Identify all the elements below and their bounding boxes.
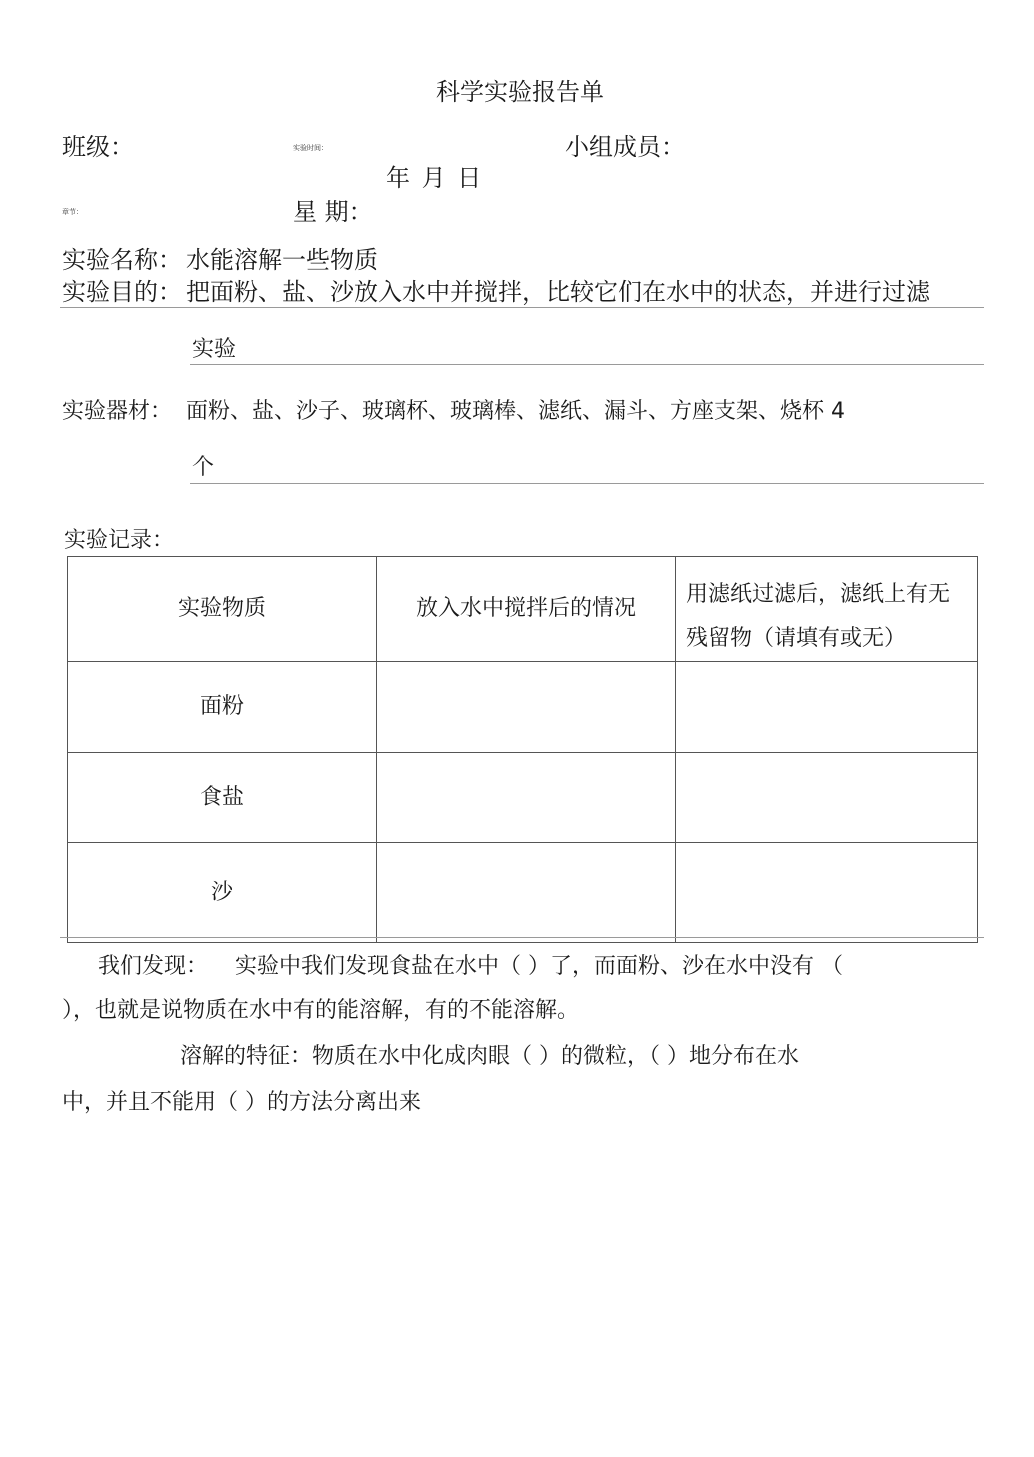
after-stirring-cell[interactable] (377, 753, 676, 843)
residue-cell[interactable] (676, 662, 978, 753)
findings-label: 我们发现： (98, 954, 209, 979)
after-stirring-cell[interactable] (377, 662, 676, 753)
experiment-purpose-label: 实验目的： (62, 278, 182, 306)
header-after-stirring: 放入水中搅拌后的情况 (377, 557, 676, 662)
header-substance: 实验物质 (68, 557, 377, 662)
purpose-underline-2 (190, 364, 984, 365)
chapter-label: 章节： (62, 208, 83, 216)
findings-line1: 实验中我们发现食盐在水中（ ）了，而面粉、沙在水中没有 （ (235, 954, 843, 979)
purpose-underline-1 (60, 307, 984, 308)
table-bottom-rule (60, 937, 984, 938)
table-row (68, 662, 978, 753)
materials-underline (190, 483, 984, 484)
materials-label: 实验器材： (62, 399, 173, 424)
residue-cell[interactable] (676, 753, 978, 843)
experiment-purpose-line2: 实验 (192, 337, 237, 362)
record-label: 实验记录： (64, 528, 175, 553)
experiment-purpose-line1: 把面粉、盐、沙放入水中并搅拌，比较它们在水中的状态，并进行过滤 (186, 278, 930, 306)
substance-cell: 食盐 (68, 753, 377, 843)
after-stirring-cell[interactable] (377, 843, 676, 943)
header-residue: 用滤纸过滤后，滤纸上有无残留物（请填有或无） (676, 557, 978, 662)
materials-line1: 面粉、盐、沙子、玻璃杯、玻璃棒、滤纸、漏斗、方座支架、烧杯 4 (186, 399, 845, 424)
page-title: 科学实验报告单 (436, 78, 604, 106)
table-header-row (68, 557, 978, 662)
record-table (67, 556, 978, 943)
experiment-name-value: 水能溶解一些物质 (186, 246, 378, 274)
feature-line2: 中，并且不能用（ ）的方法分离出来 (62, 1090, 421, 1115)
feature-line1: 溶解的特征：物质在水中化成肉眼（ ）的微粒，（ ）地分布在水 (180, 1044, 799, 1069)
substance-cell: 面粉 (68, 662, 377, 753)
class-label: 班级： (62, 133, 134, 161)
experiment-name-label: 实验名称： (62, 246, 182, 274)
table-row (68, 753, 978, 843)
weekday-label: 星 期： (293, 198, 373, 226)
substance-cell: 沙 (68, 843, 377, 943)
findings-line2: ），也就是说物质在水中有的能溶解，有的不能溶解。 (62, 998, 580, 1023)
materials-line2: 个 (192, 455, 215, 480)
residue-cell[interactable] (676, 843, 978, 943)
group-members-label: 小组成员： (565, 133, 685, 161)
table-row (68, 843, 978, 943)
time-label: 实验时间： (293, 144, 328, 152)
date-field: 年 月 日 (386, 164, 484, 192)
